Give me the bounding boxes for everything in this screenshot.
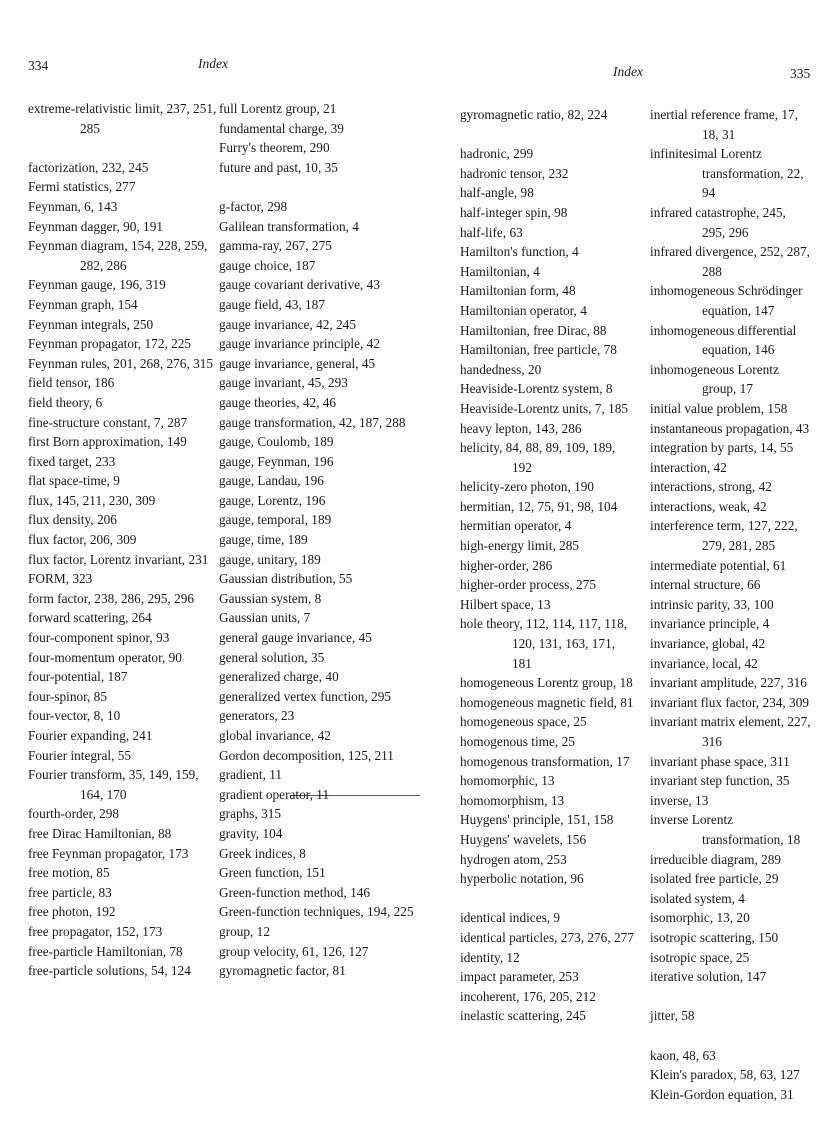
index-entry: half-angle, 98 (460, 185, 534, 201)
index-entry: Hamiltonian operator, 4 (460, 302, 587, 318)
index-entry: free Feynman propagator, 173 (28, 845, 189, 861)
index-entry: gauge transformation, 42, 187, 288 (219, 414, 406, 430)
index-entry: inelastic scattering, 245 (460, 1008, 586, 1024)
index-entry: four-momentum operator, 90 (28, 649, 182, 665)
index-entry: high-energy limit, 285 (460, 538, 580, 554)
index-entry: flux factor, 206, 309 (28, 532, 137, 548)
index-entry: Feynman dagger, 90, 191 (28, 218, 163, 234)
letter-group-gap (460, 125, 638, 145)
index-entry: gradient, 11 (219, 767, 283, 783)
index-entry: invariant flux factor, 234, 309 (650, 694, 809, 710)
index-entry: flux, 145, 211, 230, 309 (28, 492, 156, 508)
index-entry: general gauge invariance, 45 (219, 630, 372, 646)
index-entry: jitter, 58 (650, 1008, 695, 1024)
index-entry: graphs, 315 (219, 806, 282, 822)
index-entry: four-component spinor, 93 (28, 630, 170, 646)
index-entry: generalized charge, 40 (219, 669, 339, 685)
index-entry: four-potential, 187 (28, 669, 128, 685)
index-entry: Furry's theorem, 290 (219, 140, 330, 156)
index-entry: gauge covariant derivative, 43 (219, 277, 380, 293)
index-entry: Hamiltonian, free particle, 78 (460, 342, 617, 358)
index-entry: free-particle Hamiltonian, 78 (28, 943, 183, 959)
index-entry: flux density, 206 (28, 512, 117, 528)
index-entry: gauge invariance, 42, 245 (219, 316, 356, 332)
index-entry: inertial reference frame, 17, 18, 31 (650, 107, 799, 142)
index-entry: gyromagnetic ratio, 82, 224 (460, 107, 608, 122)
index-entry: future and past, 10, 35 (219, 159, 338, 175)
index-entry: half-integer spin, 98 (460, 204, 568, 220)
index-entry: hadronic, 299 (460, 146, 534, 162)
letter-group-gap (650, 987, 812, 1007)
index-entry: group velocity, 61, 126, 127 (219, 943, 369, 959)
index-entry: invariant phase space, 311 (650, 753, 790, 769)
index-entry: hydrogen atom, 253 (460, 851, 567, 867)
index-entry: Feynman integrals, 250 (28, 316, 154, 332)
index-entry: impact parameter, 253 (460, 969, 579, 985)
index-entry: first Born approximation, 149 (28, 434, 187, 450)
right-running-title: Index (613, 64, 643, 79)
index-entry: gauge invariance, general, 45 (219, 355, 376, 371)
index-entry: generators, 23 (219, 708, 295, 724)
index-entry: Fermi statistics, 277 (28, 179, 136, 195)
index-entry: homogeneous space, 25 (460, 714, 587, 730)
index-entry: inverse, 13 (650, 792, 709, 808)
index-entry: gauge invariant, 45, 293 (219, 375, 348, 391)
index-entry: gauge, unitary, 189 (219, 551, 321, 567)
index-entry: higher-order, 286 (460, 557, 553, 573)
index-entry: free particle, 83 (28, 884, 112, 900)
index-entry: interference term, 127, 222, 279, 281, 285 (650, 518, 798, 554)
index-entry: isotropic space, 25 (650, 949, 750, 965)
index-entry: infrared catastrophe, 245, 295, 296 (650, 204, 786, 240)
index-entry: Huygens' wavelets, 156 (460, 831, 587, 847)
index-entry: Feynman diagram, 154, 228, 259, 282, 286 (28, 238, 208, 273)
index-entry: homogeneous Lorentz group, 18 (460, 675, 633, 691)
index-entry: Fourier expanding, 241 (28, 728, 153, 743)
index-entry: Green-function method, 146 (219, 884, 371, 900)
index-entry: Heaviside-Lorentz units, 7, 185 (460, 400, 629, 416)
index-entry: interactions, weak, 42 (650, 498, 767, 514)
index-entry: gauge, Coulomb, 189 (219, 434, 334, 450)
index-entry: isolated system, 4 (650, 890, 745, 906)
index-entry: gradient operator, 11 (219, 786, 330, 802)
index-entry: Gordon decomposition, 125, 211 (219, 747, 394, 763)
index-entry: integration by parts, 14, 55 (650, 440, 794, 456)
index-entry: Hamiltonian, free Dirac, 88 (460, 322, 607, 338)
index-entry: form factor, 238, 286, 295, 296 (28, 590, 195, 606)
index-entry: incoherent, 176, 205, 212 (460, 988, 596, 1004)
left-page-number: 334 (28, 58, 49, 73)
index-entry: forward scattering, 264 (28, 610, 152, 626)
index-entry: flat space-time, 9 (28, 473, 120, 489)
index-entry: initial value problem, 158 (650, 400, 788, 416)
right-page-number: 335 (790, 66, 811, 81)
index-entry: invariance principle, 4 (650, 616, 770, 632)
letter-group-gap (650, 1026, 812, 1046)
index-entry: gauge invariance principle, 42 (219, 336, 380, 352)
index-entry: homogeneous magnetic field, 81 (460, 694, 634, 710)
index-entry: Feynman propagator, 172, 225 (28, 336, 192, 352)
index-entry: fixed target, 233 (28, 453, 116, 469)
index-entry: invariant matrix element, 227, 316 (650, 714, 811, 749)
index-entry: heavy lepton, 143, 286 (460, 420, 582, 436)
index-entry: invariant step function, 35 (650, 773, 790, 789)
index-entry: Hilbert space, 13 (460, 596, 551, 612)
index-entry: free propagator, 152, 173 (28, 923, 163, 939)
index-entry: intrinsic parity, 33, 100 (650, 596, 774, 612)
index-entry: instantaneous propagation, 43 (650, 420, 810, 436)
letter-group-gap (28, 138, 218, 158)
index-entry: field tensor, 186 (28, 375, 115, 391)
index-entry: flux factor, Lorentz invariant, 231 (28, 551, 209, 567)
index-entry: inverse Lorentz transformation, 18 (650, 812, 801, 847)
index-entry: field theory, 6 (28, 394, 103, 410)
index-entry: gauge, Feynman, 196 (219, 453, 334, 469)
index-entry: isomorphic, 13, 20 (650, 910, 750, 926)
index-entry: Huygens' principle, 151, 158 (460, 812, 614, 828)
index-entry: extreme-relativistic limit, 237, 251, 285 (28, 101, 217, 136)
index-entry: handedness, 20 (460, 361, 542, 377)
index-entry: Heaviside-Lorentz system, 8 (460, 381, 613, 397)
index-entry: homomorphic, 13 (460, 773, 555, 789)
index-entry: invariance, global, 42 (650, 636, 766, 652)
index-entry: infrared divergence, 252, 287, 288 (650, 244, 810, 279)
index-entry: Fourier transform, 35, 149, 159, 164, 170 (28, 767, 199, 802)
index-entry: inhomogeneous Lorentz group, 17 (650, 361, 779, 397)
index-entry: fundamental charge, 39 (219, 120, 344, 136)
index-entry: group, 12 (219, 923, 270, 939)
index-column-1 (28, 99, 218, 981)
index-entry: homogenous transformation, 17 (460, 753, 630, 769)
index-entry: factorization, 232, 245 (28, 159, 149, 175)
index-entry: invariance, local, 42 (650, 655, 758, 671)
index-entry: hyperbolic notation, 96 (460, 871, 584, 887)
index-entry: irreducible diagram, 289 (650, 851, 782, 867)
index-entry: fourth-order, 298 (28, 806, 120, 822)
index-entry: hermitian operator, 4 (460, 518, 572, 534)
index-entry: Klein's paradox, 58, 63, 127 (650, 1067, 800, 1083)
index-entry: gauge, Lorentz, 196 (219, 492, 326, 508)
index-entry: full Lorentz group, 21 (219, 101, 337, 116)
index-entry: Klein-Gordon equation, 31 (650, 1086, 794, 1102)
letter-group-gap (460, 889, 638, 909)
index-entry: gauge choice, 187 (219, 257, 316, 273)
index-entry: isotropic scattering, 150 (650, 929, 779, 945)
index-entry: helicity, 84, 88, 89, 109, 189, 192 (460, 440, 616, 475)
index-entry: gauge, Landau, 196 (219, 473, 324, 489)
index-entry: homomorphism, 13 (460, 792, 565, 808)
index-entry: Green-function techniques, 194, 225 (219, 904, 414, 920)
index-entry: gravity, 104 (219, 825, 283, 841)
index-entry: Feynman gauge, 196, 319 (28, 277, 166, 293)
index-entry: inhomogeneous differential equation, 146 (650, 322, 797, 358)
index-entry: free motion, 85 (28, 865, 110, 881)
index-column-4 (650, 105, 812, 1104)
index-entry: gauge, temporal, 189 (219, 512, 332, 528)
index-entry: identical indices, 9 (460, 910, 561, 926)
index-entry: iterative solution, 147 (650, 969, 767, 985)
index-entry: gauge theories, 42, 46 (219, 394, 337, 410)
letter-group-gap (219, 177, 424, 197)
index-entry: free Dirac Hamiltonian, 88 (28, 825, 172, 841)
index-entry: Gaussian distribution, 55 (219, 571, 353, 587)
index-entry: helicity-zero photon, 190 (460, 479, 595, 495)
index-entry: hole theory, 112, 114, 117, 118, 120, 131, 163, 171, 181 (460, 616, 628, 671)
index-entry: Feynman rules, 201, 268, 276, 315 (28, 355, 214, 371)
index-column-2 (219, 99, 424, 981)
index-entry: free-particle solutions, 54, 124 (28, 963, 191, 979)
index-entry: interactions, strong, 42 (650, 479, 772, 495)
index-entry: gauge field, 43, 187 (219, 296, 325, 312)
index-entry: Hamiltonian form, 48 (460, 283, 576, 299)
index-entry: four-vector, 8, 10 (28, 708, 121, 724)
index-entry: Greek indices, 8 (219, 845, 306, 861)
index-entry: isolated free particle, 29 (650, 871, 779, 887)
index-entry: Hamiltonian, 4 (460, 263, 540, 279)
index-entry: higher-order process, 275 (460, 577, 596, 593)
index-entry: half-life, 63 (460, 224, 523, 240)
index-entry: kaon, 48, 63 (650, 1047, 716, 1063)
index-entry: Feynman, 6, 143 (28, 198, 118, 214)
index-entry: Fourier integral, 55 (28, 747, 132, 763)
index-entry: infinitesimal Lorentz transformation, 22, 94 (650, 146, 804, 201)
index-entry: generalized vertex function, 295 (219, 688, 392, 704)
index-entry: Feynman graph, 154 (28, 296, 138, 312)
index-entry: identity, 12 (460, 949, 520, 965)
index-entry: Green function, 151 (219, 865, 326, 881)
index-entry: fine-structure constant, 7, 287 (28, 414, 188, 430)
index-entry: four-spinor, 85 (28, 688, 107, 704)
index-entry: global invariance, 42 (219, 728, 331, 743)
index-entry: internal structure, 66 (650, 577, 761, 593)
left-running-title: Index (198, 56, 228, 71)
index-entry: g-factor, 298 (219, 198, 288, 214)
index-entry: hermitian, 12, 75, 91, 98, 104 (460, 498, 618, 514)
index-entry: gamma-ray, 267, 275 (219, 238, 332, 254)
index-entry: hadronic tensor, 232 (460, 165, 569, 181)
index-entry: gyromagnetic factor, 81 (219, 963, 346, 979)
index-column-3 (460, 105, 638, 1026)
index-entry: inhomogeneous Schrödinger equation, 147 (650, 283, 803, 318)
index-entry: intermediate potential, 61 (650, 557, 787, 573)
index-entry: Hamilton's function, 4 (460, 244, 579, 260)
index-entry: identical particles, 273, 276, 277 (460, 929, 634, 945)
index-entry: free photon, 192 (28, 904, 116, 920)
index-entry: general solution, 35 (219, 649, 325, 665)
index-entry: gauge, time, 189 (219, 532, 308, 548)
index-entry: invariant amplitude, 227, 316 (650, 675, 807, 691)
index-entry: FORM, 323 (28, 571, 93, 587)
index-entry: Gaussian system, 8 (219, 590, 322, 606)
index-entry: homogenous time, 25 (460, 734, 575, 749)
index-entry: Gaussian units, 7 (219, 610, 311, 626)
index-entry: interaction, 42 (650, 459, 727, 475)
index-entry: Galilean transformation, 4 (219, 218, 359, 234)
